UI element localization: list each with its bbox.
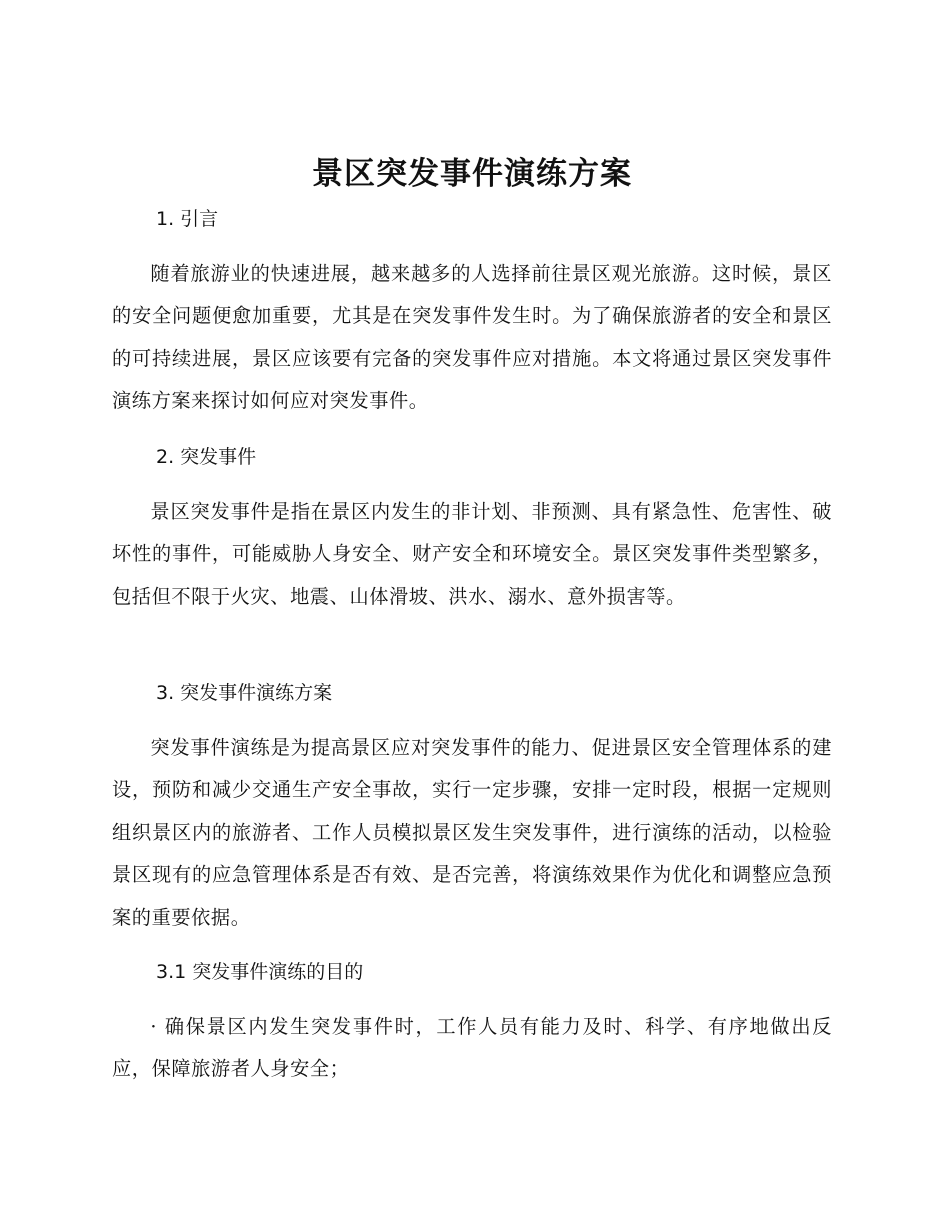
section-heading-emergencies: 2. 突发事件 xyxy=(156,446,257,468)
section-paragraph-drill-plan: 突发事件演练是为提高景区应对突发事件的能力、促进景区安全管理体系的建设，预防和减少交通生产安全事故，实行一定步骤，安排一定时段，根据一定规则组织景区内的旅游者、工作人员模拟景区发生突发事件，进行演练的活动，以检验景区现有的应急管理体系是否有效、是否完善，将演练效果作为优化和调整应急预案的重要依据。 xyxy=(112,736,832,929)
section-heading-introduction: 1. 引言 xyxy=(156,208,219,230)
bullet-item-drill-purpose: · 确保景区内发生突发事件时，工作人员有能力及时、科学、有序地做出反应，保障旅游者人身安全； xyxy=(112,1015,832,1081)
section-paragraph-introduction: 随着旅游业的快速进展，越来越多的人选择前往景区观光旅游。这时候，景区的安全问题便愈加重要，尤其是在突发事件发生时。为了确保旅游者的安全和景区的可持续进展，景区应该要有完备的突发事件应对措施。本文将通过景区突发事件演练方案来探讨如何应对突发事件。 xyxy=(112,262,832,413)
section-heading-drill-purpose: 3.1 突发事件演练的目的 xyxy=(156,961,364,983)
document-page xyxy=(112,0,832,1230)
section-heading-drill-plan: 3. 突发事件演练方案 xyxy=(156,682,333,704)
document-title: 景区突发事件演练方案 xyxy=(312,156,632,192)
section-paragraph-emergencies: 景区突发事件是指在景区内发生的非计划、非预测、具有紧急性、危害性、破坏性的事件，可能威胁人身安全、财产安全和环境安全。景区突发事件类型繁多，包括但不限于火灾、地震、山体滑坡、洪水、溺水、意外损害等。 xyxy=(112,500,832,608)
